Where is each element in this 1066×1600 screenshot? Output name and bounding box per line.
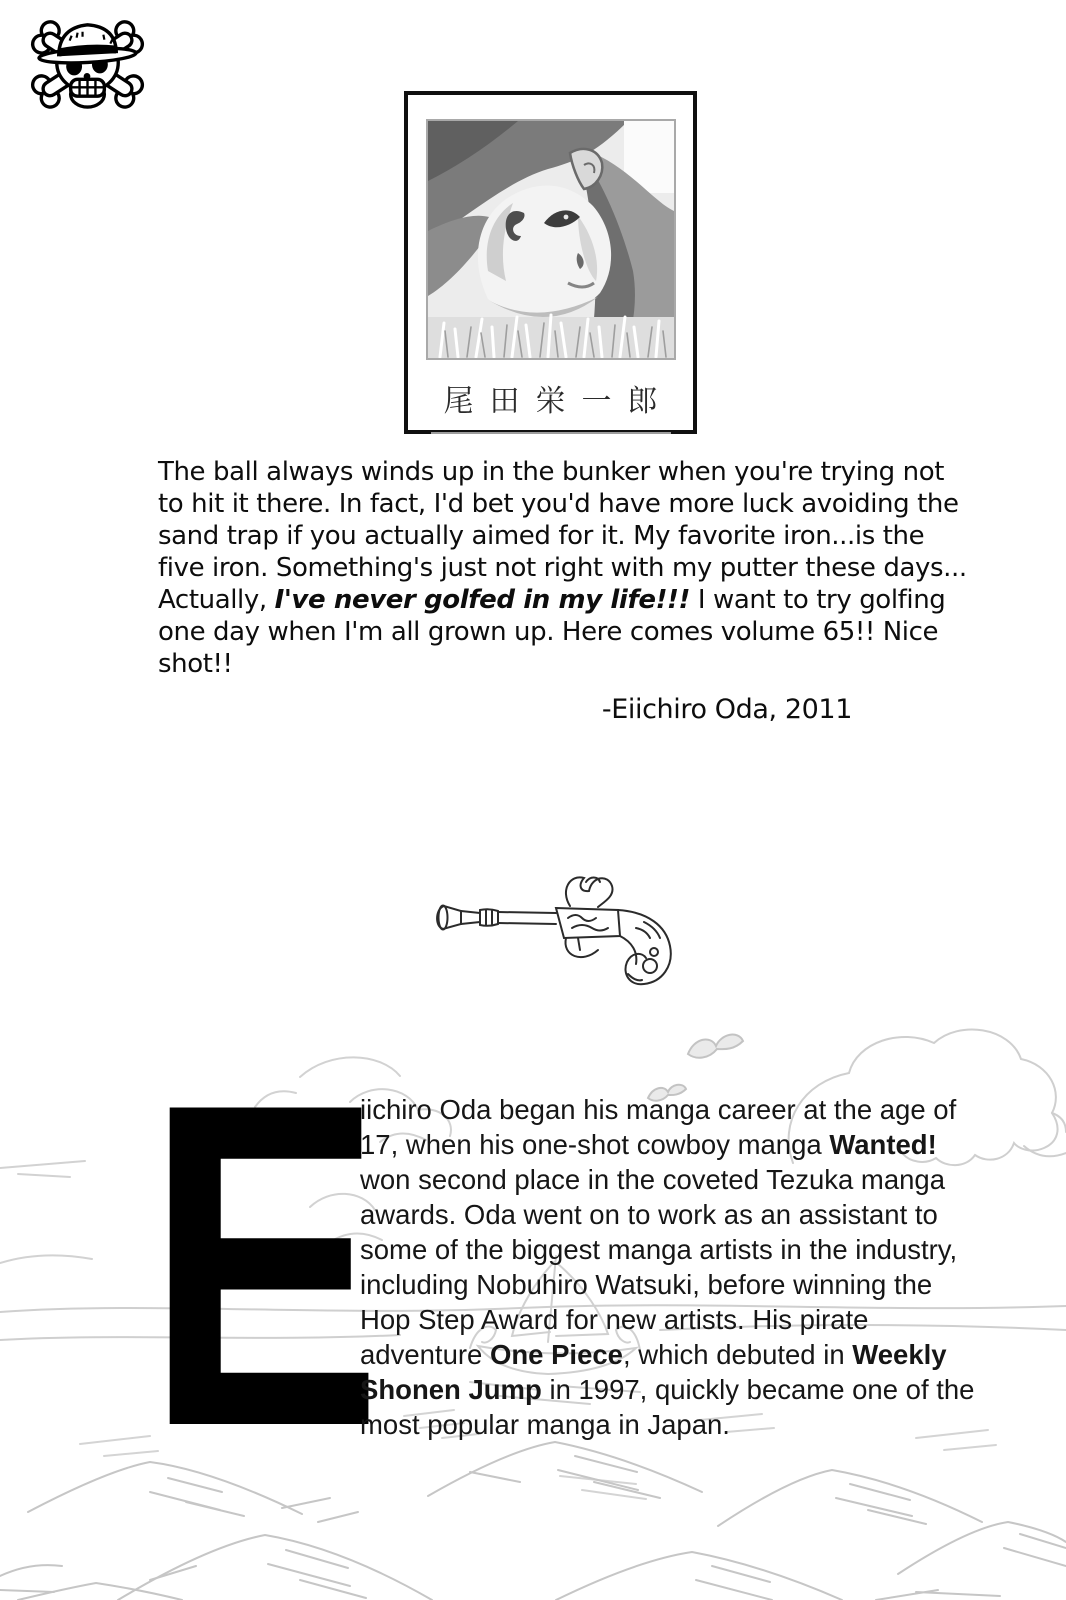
note-emphasis: I've never golfed in my life!!! xyxy=(274,585,690,615)
jolly-roger-icon xyxy=(26,2,150,118)
title-wanted: Wanted! xyxy=(829,1128,937,1160)
author-portrait-image xyxy=(426,119,676,360)
author-portrait-frame xyxy=(404,91,697,434)
author-note xyxy=(158,456,970,726)
skull-nose xyxy=(84,73,91,80)
bio-text: iichiro Oda began his manga career at the age of 17, when his one-shot cowboy manga Wanted! won second place in the coveted Tezuka manga awards. Oda went on to work as an assistant to some of the biggest manga artists in the industry, including Nobuhiro Watsuki, before winning the Hop Step Award for new artists. His pirate adventure One Piece, which debuted in Weekly Shonen Jump in 1997, quickly became one of the most popular manga in Japan. xyxy=(360,1093,975,1440)
title-weekly-shonen-jump: Weekly Shonen Jump xyxy=(360,1338,947,1405)
trigger-guard xyxy=(565,938,598,957)
note-paragraph-1: The ball always winds up in the bunker when you're trying not to hit it there. In fact, I'd bet you'd have more luck avoiding the sand trap if you actually aimed for it. My favorite iron...is the five iron. Something's just not right with my putter these days... xyxy=(158,457,967,583)
title-one-piece: One Piece xyxy=(489,1338,623,1370)
author-signature: -Eiichiro Oda, 2011 xyxy=(601,694,852,725)
flintlock-pistol-icon xyxy=(428,858,680,996)
note-paragraph-2: Actually, I've never golfed in my life!!! I want to try golfing one day when I'm all grown up. Here comes volume 65!! Nice shot!! xyxy=(158,585,946,679)
author-name-japanese: 尾田栄一郎 xyxy=(443,384,674,419)
lock-plate xyxy=(556,908,620,938)
caption-divider xyxy=(431,432,671,434)
bio-drop-cap: E xyxy=(146,1009,383,1522)
hammer xyxy=(566,877,613,907)
